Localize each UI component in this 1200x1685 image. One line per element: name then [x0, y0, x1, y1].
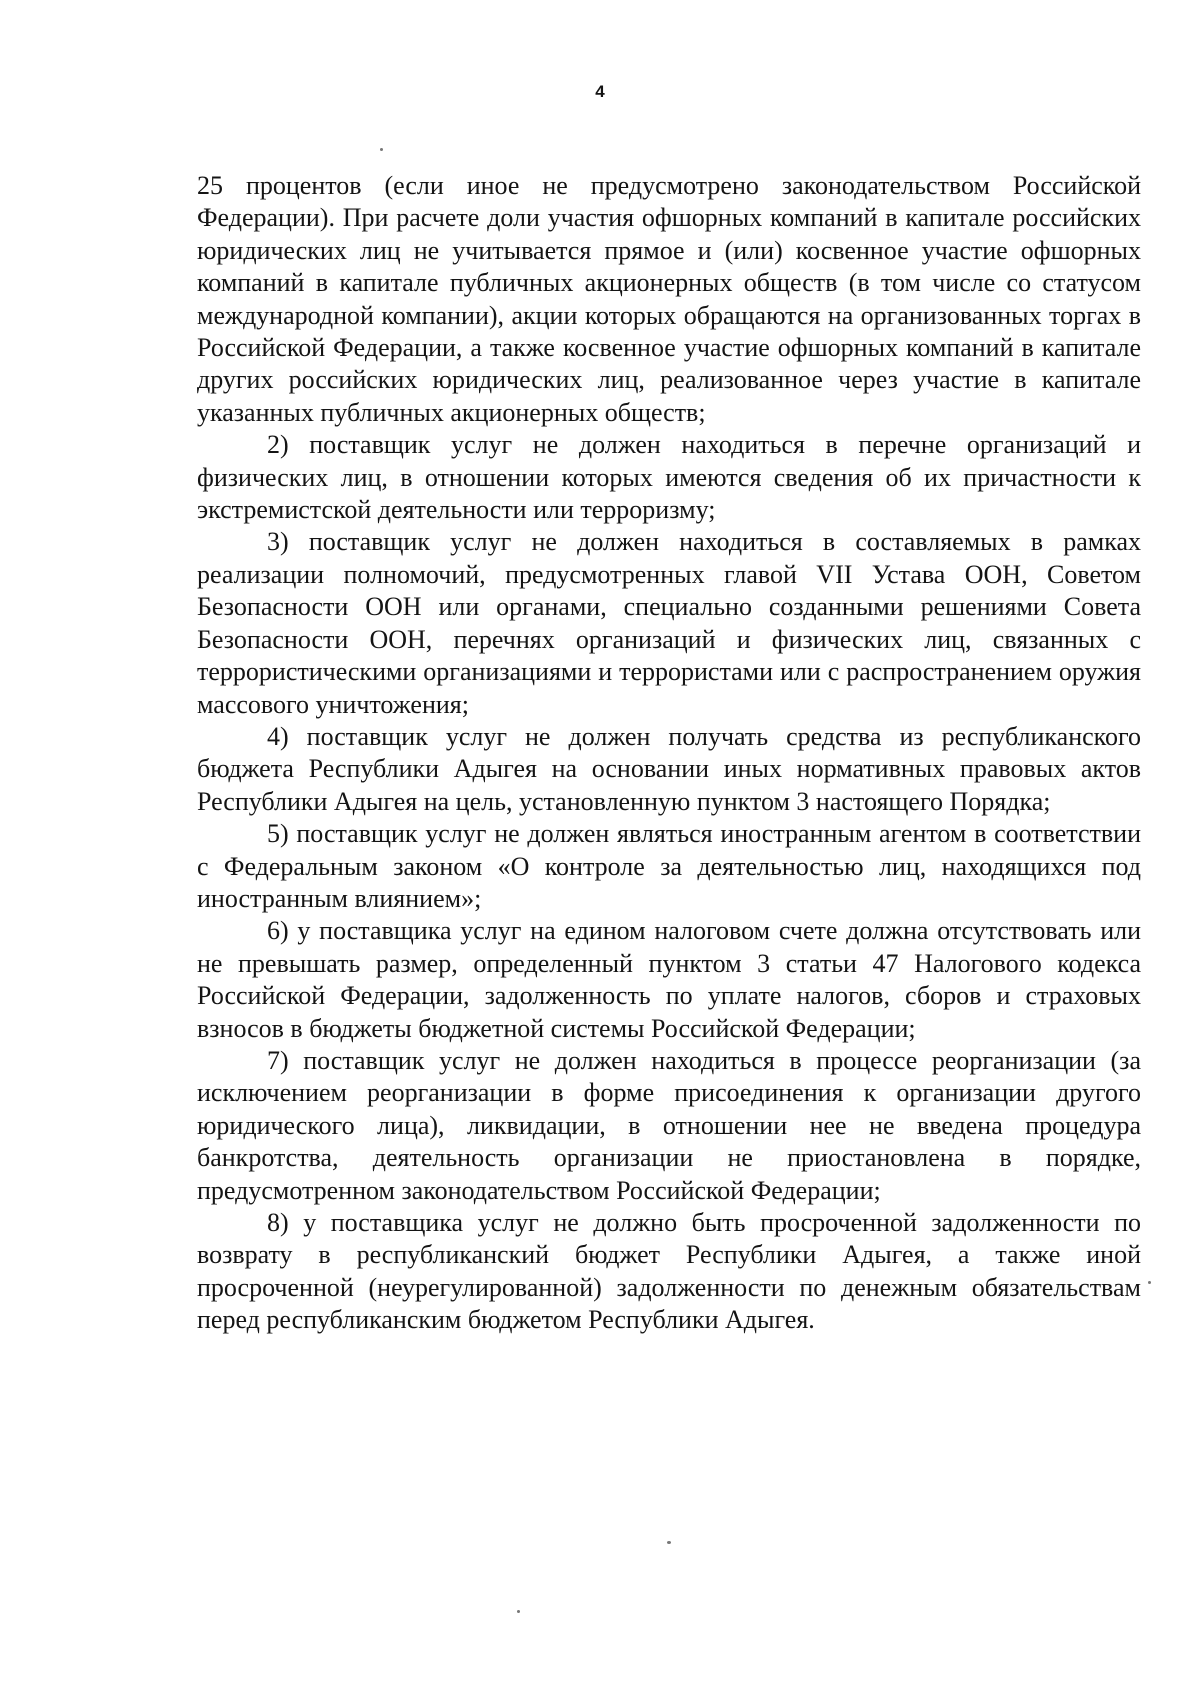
- paragraph-item-5: 5) поставщик услуг не должен являться иностранным агентом в соответствии с Федеральным законом «О контроле за деятельностью лиц, находящихся под иностранным влиянием»;: [197, 819, 1141, 913]
- paragraph-item-7: 7) поставщик услуг не должен находиться в процессе реорганизации (за исключением реорганизации в форме присоединения к организации другого юридического лица), ликвидации, в отношении нее не введена процедура банкротства, деятельность организации не приостановлена в порядке, предусмотренном законодательством Российской Федерации;: [197, 1045, 1141, 1205]
- paragraph-item-3: 3) поставщик услуг не должен находиться в составляемых в рамках реализации полномочий, предусмотренных главой VII Устава ООН, Советом Безопасности ООН или органами, специально созданными решениями Совета Безопасности ООН, перечнях организаций и физических лиц, связанных с террористическими организациями и террористами или с распространением оружия массового уничтожения;: [197, 527, 1141, 719]
- paragraph-item-4: 4) поставщик услуг не должен получать средства из республиканского бюджета Республики Адыгея на основании иных нормативных правовых актов Республики Адыгея на цель, установленную пунктом 3 настоящего Порядка;: [197, 721, 1141, 816]
- scan-speck: [380, 148, 383, 151]
- scan-speck: [517, 1610, 520, 1613]
- scan-speck: [1148, 1281, 1151, 1284]
- scan-speck: [667, 1541, 671, 1544]
- paragraph-item-6: 6) у поставщика услуг на едином налоговом счете должна отсутствовать или не превышать размер, определенный пунктом 3 статьи 47 Налогового кодекса Российской Федерации, задолженность по уплате налогов, сборов и страховых взносов в бюджеты бюджетной системы Российской Федерации;: [197, 916, 1141, 1043]
- paragraph-continuation: 25 процентов (если иное не предусмотрено законодательством Российской Федерации). При расчете доли участия офшорных компаний в капитале российских юридических лиц не учитывается прямое и (или) косвенное участие офшорных компаний в капитале публичных акционерных обществ (в том числе со статусом международной компании), акции которых обращаются на организованных торгах в Российской Федерации, а также косвенное участие офшорных компаний в капитале других российских юридических лиц, реализованное через участие в капитале указанных публичных акционерных обществ;: [197, 171, 1141, 427]
- paragraph-item-8: 8) у поставщика услуг не должно быть просроченной задолженности по возврату в республиканский бюджет Республики Адыгея, а также иной просроченной (неурегулированной) задолженности по денежным обязательствам перед республиканским бюджетом Республики Адыгея.: [197, 1208, 1141, 1335]
- page-number: 4: [595, 82, 605, 101]
- document-body: [197, 170, 1141, 1337]
- paragraph-item-2: 2) поставщик услуг не должен находиться в перечне организаций и физических лиц, в отношении которых имеются сведения об их причастности к экстремистской деятельности или терроризму;: [197, 430, 1141, 525]
